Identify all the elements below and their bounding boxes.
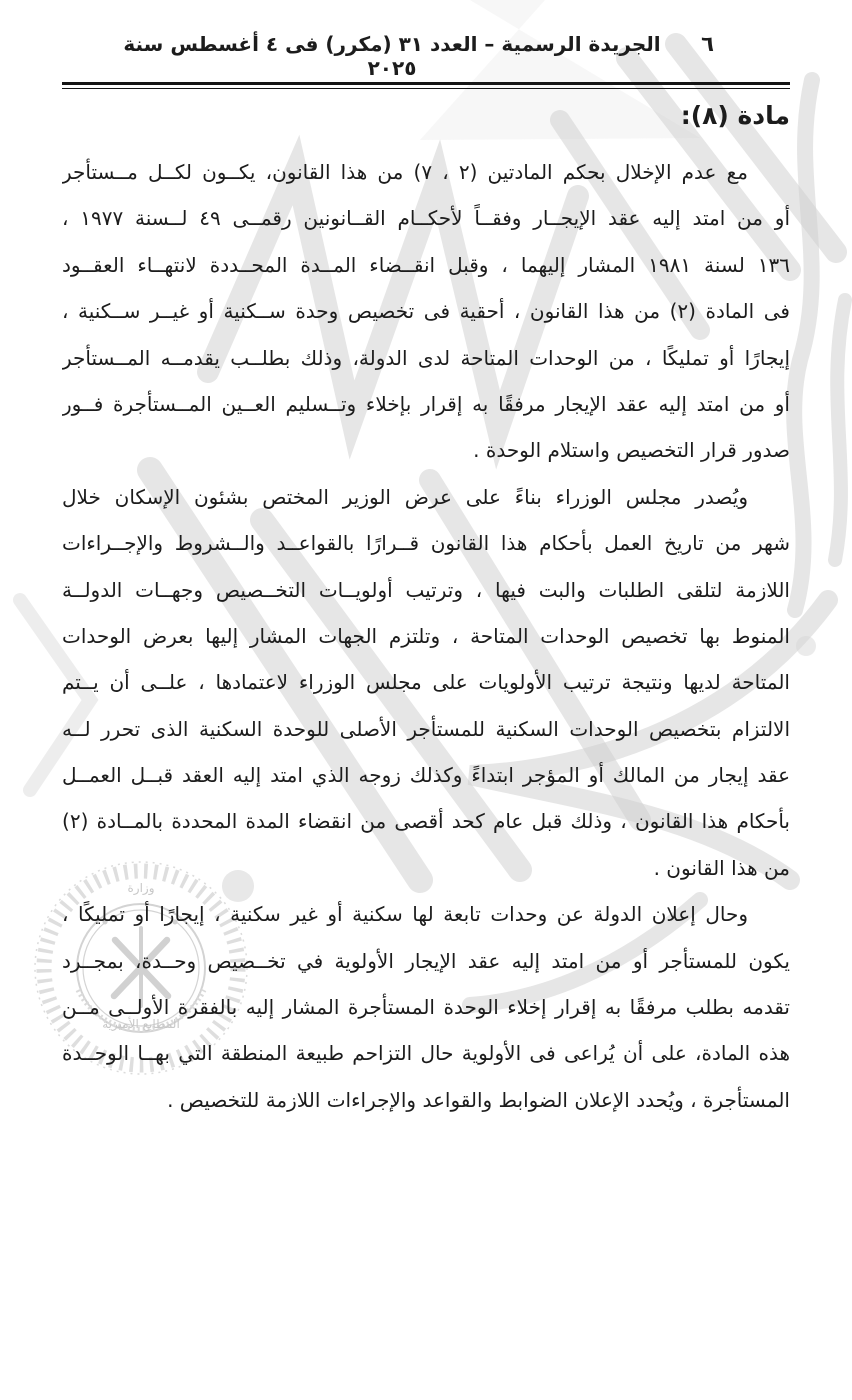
text-line: عقد إيجار من المالك أو المؤجر ابتداءً وكذلك زوجه الذي امتد إليه العقد قبــل العمــل — [62, 763, 790, 788]
text-line: ١٣٦ لسنة ١٩٨١ المشار إليهما ، وقبل انقــضاء المــدة المحــددة لانتهــاء العقــود — [62, 252, 790, 277]
seal-top-label: وزارة — [127, 881, 155, 895]
page-number: ٦ — [701, 32, 714, 56]
text-line: أو من امتد إليه عقد الإيجار مرفقًا به إقرار بإخلاء وتــسليم العــين المــستأجرة فــور — [62, 391, 790, 416]
text-line: وحال إعلان الدولة عن وحدات تابعة لها سكنية أو غير سكنية ، إيجارًا أو تمليكًا ، — [62, 902, 748, 927]
text-line: صدور قرار التخصيص واستلام الوحدة . — [473, 438, 790, 463]
text-line: أو من امتد إليه عقد الإيجــار وفقــاً لأحكــام القــانونين رقمــى ٤٩ لــسنة ١٩٧٧ ، — [62, 206, 790, 231]
text-line: بأحكام هذا القانون ، وذلك قبل عام كحد أقصى من انقضاء المدة المحددة بالمــادة (٢) — [62, 809, 790, 834]
paragraph — [62, 474, 790, 892]
text-line: مع عدم الإخلال بحكم المادتين (٢ ، ٧) من هذا القانون، يكــون لكــل مــستأجر — [62, 160, 748, 184]
text-line: المنوط بها تخصيص الوحدات المتاحة ، وتلتزم الجهات المشار إليها بعرض الوحدات — [62, 623, 790, 648]
text-line: يكون للمستأجر أو من امتد إليه عقد الإيجار الأولوية في تخــصيص وحــدة، بمجــرد — [62, 948, 790, 973]
text-line: إيجارًا أو تمليكًا ، من الوحدات المتاحة لدى الدولة، وذلك بطلــب يقدمــه المــستأجر — [62, 345, 790, 370]
paragraph — [62, 149, 790, 474]
header-rule — [62, 82, 790, 89]
text-line: ويُصدر مجلس الوزراء بناءً على عرض الوزير المختص بشئون الإسكان خلال — [62, 484, 748, 509]
text-line: المستأجرة ، ويُحدد الإعلان الضوابط والقواعد والإجراءات اللازمة للتخصيص . — [167, 1087, 790, 1112]
article-body — [62, 149, 790, 1123]
article-heading: مادة (٨): — [680, 101, 790, 130]
paragraph — [62, 891, 790, 1123]
header-title: الجريدة الرسمية – العدد ٣١ (مكرر) فى ٤ أغسطس سنة ٢٠٢٥ — [123, 32, 661, 80]
text-line: من هذا القانون . — [653, 855, 790, 880]
text-line: الالتزام بتخصيص الوحدات السكنية للمستأجر الأصلى للوحدة السكنية الذى تحرر لــه — [62, 716, 790, 741]
text-line: هذه المادة، على أن يُراعى فى الأولوية حال التزاحم طبيعة المنطقة التي بهــا الوحــدة — [62, 1041, 790, 1066]
text-line: شهر من تاريخ العمل بأحكام هذا القانون قــرارًا بالقواعــد والــشروط والإجــراءات — [62, 531, 790, 556]
text-line: اللازمة لتلقى الطلبات والبت فيها ، وترتيب أولويــات التخــصيص وجهــات الدولــة — [62, 577, 790, 602]
seal-bottom-label: المطابع الأميرية — [102, 1017, 180, 1031]
page-header — [0, 24, 852, 80]
text-line: المتاحة لديها ونتيجة ترتيب الأولويات على مجلس الوزراء لاعتمادها ، علــى أن يــتم — [62, 670, 790, 695]
text-line: فى المادة (٢) من هذا القانون ، أحقية فى تخصيص وحدة ســكنية أو غيــر ســكنية ، — [62, 299, 790, 324]
text-line: تقدمه بطلب مرفقًا به إقرار إخلاء الوحدة المستأجرة المشار إليه بالفقرة الأولــى مــن — [62, 995, 790, 1020]
